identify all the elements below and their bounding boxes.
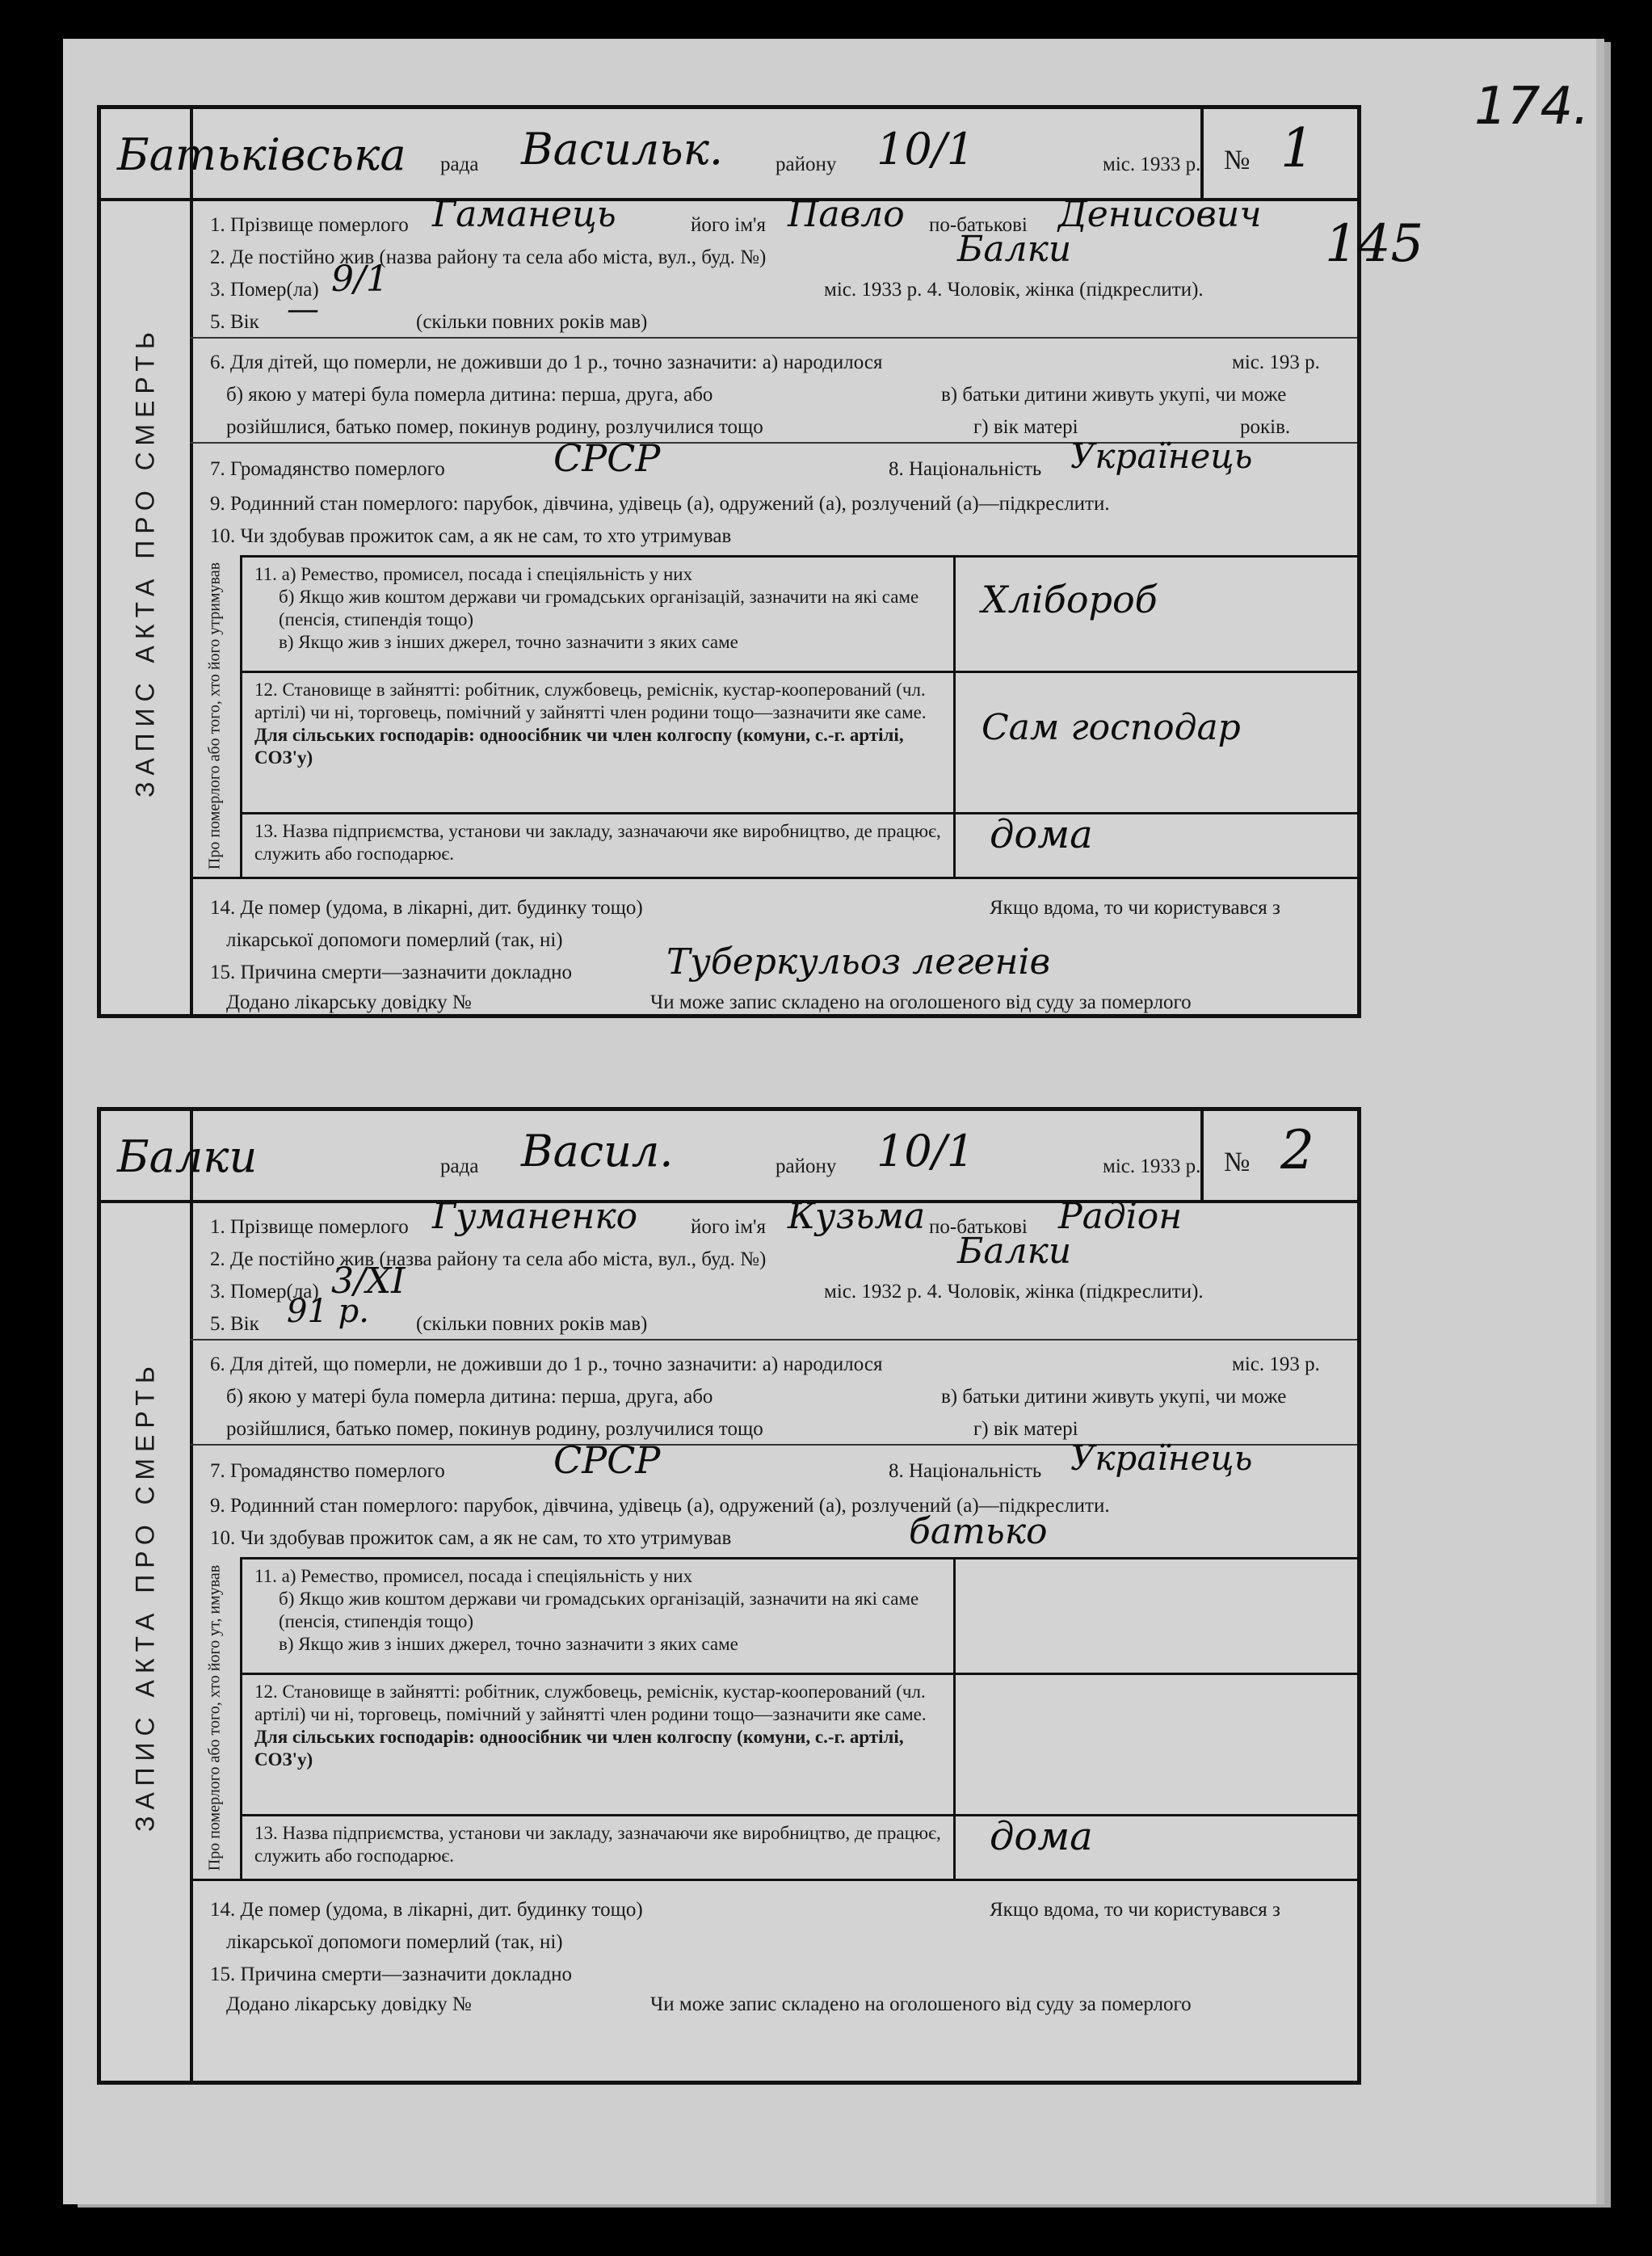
handwritten-supporter: батько	[909, 1511, 1048, 1552]
field-13-label: 13. Назва підприємства, установи чи закладу, зазначаючи яке виробництво, де працює, служить або господарює.	[254, 1823, 941, 1866]
f11b: б) Якщо жив коштом держави чи громадських організацій, зазначити на які саме (пенсія, стипендія тощо)	[279, 587, 919, 629]
field-11-block	[254, 563, 941, 654]
field-2-label: 2. Де постійно жив (назва району та села або міста, вул., буд. №)	[210, 246, 767, 268]
field-14b-label: Якщо вдома, то чи користувався з	[990, 1899, 1280, 1921]
handwritten-address: Балки	[957, 229, 1072, 270]
handwritten-age: 91 р.	[287, 1293, 369, 1330]
handwritten-citizenship: СРСР	[553, 436, 661, 480]
handwritten-surname: Гуманенко	[432, 1196, 638, 1237]
field-5-label: 5. Вік	[210, 311, 259, 333]
handwritten-death-date: 3/XI	[331, 1261, 406, 1302]
value-column-divider	[953, 555, 956, 877]
handwritten-day: 10/1	[876, 1126, 975, 1176]
field-12-block	[254, 679, 941, 769]
death-record-form-2	[97, 1107, 1361, 2085]
field-7-label: 7. Громадянство померлого	[210, 458, 445, 480]
field-10-label: 10. Чи здобував прожиток сам, а як не сам, то хто утримував	[210, 1527, 732, 1549]
f11a: 11. а) Ремество, промисел, посада і спеціяльність у них	[254, 1566, 693, 1586]
box-divider	[240, 1673, 1357, 1675]
side-label	[101, 1111, 193, 2081]
box-divider	[240, 812, 1357, 814]
field-6f-label: років.	[1240, 416, 1291, 438]
field-6c-label: в) батьки дитини живуть укупі, чи може	[941, 384, 1287, 406]
field-6-month: міс. 193 р.	[1232, 1353, 1320, 1375]
field-11-block	[254, 1565, 941, 1656]
field-13-label: 13. Назва підприємства, установи чи закладу, зазначаючи яке виробництво, де працює, служить або господарює.	[254, 821, 941, 864]
field-8-label: 8. Національність	[889, 458, 1042, 480]
handwritten-council: Балки	[117, 1131, 258, 1182]
box-bottom	[190, 877, 1357, 879]
field-16b-label: Чи може запис складено на оголошеного від суду за померлого	[650, 991, 1192, 1013]
f12b: Для сільських господарів: одноосібник чи член колгоспу (комуни, с.-г. артілі, СОЗ'у)	[254, 1727, 904, 1770]
field-8-label: 8. Національність	[889, 1460, 1042, 1482]
field-16b-label: Чи може запис складено на оголошеного від суду за померлого	[650, 1993, 1192, 2015]
f11c: в) Якщо жив з інших джерел, точно зазначити з яких саме	[279, 1634, 738, 1654]
divider	[190, 1339, 1357, 1341]
field-5-label: 5. Вік	[210, 1313, 259, 1335]
handwritten-age: —	[287, 291, 319, 328]
field-1-label: 1. Прізвище померлого	[210, 1216, 409, 1238]
rada-label: рада	[440, 154, 479, 175]
field-10-label: 10. Чи здобував прожиток сам, а як не сам, то хто утримував	[210, 525, 732, 547]
form-header	[101, 109, 1357, 201]
field-9-label: 9. Родинний стан померлого: парубок, дівчина, удівець (а), одружений (а), розлучений (а)—підкреслити.	[210, 1495, 1110, 1517]
handwritten-occupation: Хлібороб	[982, 578, 1158, 621]
field-14-label: 14. Де помер (удома, в лікарні, дит. будинку тощо)	[210, 897, 643, 919]
field-14-label: 14. Де помер (удома, в лікарні, дит. будинку тощо)	[210, 1899, 643, 1921]
handwritten-patronymic: Радіон	[1058, 1196, 1183, 1237]
field-6c-label: в) батьки дитини живуть укупі, чи може	[941, 1386, 1287, 1408]
field-3-4-label: міс. 1932 р. 4. Чоловік, жінка (підкреслити).	[824, 1281, 1204, 1303]
field-16-label: Додано лікарську довідку №	[226, 1993, 472, 2015]
field-9-label: 9. Родинний стан померлого: парубок, дівчина, удівець (а), одружений (а), розлучений (а)—підкреслити.	[210, 493, 1110, 515]
handwritten-patronymic: Денисович	[1058, 194, 1262, 235]
handwritten-death-date: 9/1	[331, 259, 389, 300]
field-1-label: 1. Прізвище померлого	[210, 214, 409, 236]
occupation-box-top	[242, 1557, 1357, 1559]
form-header	[101, 1111, 1357, 1203]
handwritten-nationality: Українець	[1070, 436, 1253, 476]
field-2-label: 2. Де постійно жив (назва району та села або міста, вул., буд. №)	[210, 1248, 767, 1270]
occupation-side-label	[190, 1557, 242, 1879]
field-15-label: 15. Причина смерти—зазначити докладно	[210, 962, 572, 983]
field-14b-label: Якщо вдома, то чи користувався з	[990, 897, 1280, 919]
handwritten-workplace: дома	[990, 1814, 1093, 1859]
f12a: 12. Становище в зайнятті: робітник, службовець, реміснік, кустар-кооперований (чл. артілі) чи ні, торговець, помічний у зайнятті член родини тощо—зазначити яке саме.	[254, 680, 927, 722]
side-label: ЗАПИС АКТА ПРО СМЕРТЬ	[130, 1360, 160, 1832]
name-label: його ім'я	[691, 214, 767, 236]
f11b: б) Якщо жив коштом держави чи громадських організацій, зазначити на які саме (пенсія, стипендія тощо)	[279, 1589, 919, 1631]
field-3-label: 3. Помер(ла)	[210, 1281, 319, 1303]
record-number-box	[1200, 109, 1357, 198]
handwritten-employment: Сам господар	[982, 707, 1241, 748]
value-column-divider	[953, 1557, 956, 1879]
field-12-block	[254, 1681, 941, 1771]
handwritten-number: 2	[1280, 1119, 1314, 1181]
handwritten-day: 10/1	[876, 124, 975, 175]
handwritten-citizenship: СРСР	[553, 1438, 661, 1482]
raion-label: району	[776, 154, 837, 175]
death-record-form-1	[97, 105, 1361, 1018]
record-number-box	[1200, 1111, 1357, 1200]
field-6-month: міс. 193 р.	[1232, 351, 1320, 373]
handwritten-number: 1	[1280, 117, 1314, 179]
month-label: міс. 1933 р.	[1103, 154, 1201, 175]
handwritten-district: Васил.	[521, 1126, 674, 1176]
field-3-label: 3. Помер(ла)	[210, 279, 319, 301]
side-label: ЗАПИС АКТА ПРО СМЕРТЬ	[130, 326, 160, 798]
field-6e-label: г) вік матері	[973, 1418, 1078, 1440]
box-divider	[240, 671, 1357, 673]
handwritten-nationality: Українець	[1070, 1438, 1253, 1478]
handwritten-council: Батьківська	[117, 129, 406, 180]
sub-side: Про померлого або того, хто його утримував	[205, 562, 224, 870]
handwritten-name: Кузьма	[788, 1196, 926, 1237]
month-label: міс. 1933 р.	[1103, 1155, 1201, 1177]
occupation-box-top	[242, 555, 1357, 558]
field-3-4-label: міс. 1933 р. 4. Чоловік, жінка (підкреслити).	[824, 279, 1204, 301]
handwritten-address: Балки	[957, 1231, 1072, 1272]
box-divider	[240, 1814, 1357, 1816]
name-label: його ім'я	[691, 1216, 767, 1238]
handwritten-district: Васильк.	[521, 124, 724, 175]
patronymic-label: по-батькові	[929, 214, 1028, 236]
patronymic-label: по-батькові	[929, 1216, 1028, 1238]
field-6b-label: б) якою у матері була померла дитина: перша, друга, або	[226, 1386, 713, 1408]
field-14c-label: лікарської допомоги померлий (так, ні)	[226, 1931, 563, 1953]
field-6d-label: розійшлися, батько помер, покинув родину, розлучилися тощо	[226, 1418, 763, 1440]
field-6-label: 6. Для дітей, що померли, не доживши до 1 р., точно зазначити: а) народилося	[210, 351, 883, 373]
field-6-label: 6. Для дітей, що померли, не доживши до 1 р., точно зазначити: а) народилося	[210, 1353, 883, 1375]
side-label	[101, 109, 193, 1014]
f11c: в) Якщо жив з інших джерел, точно зазначити з яких саме	[279, 632, 738, 652]
f12a: 12. Становище в зайнятті: робітник, службовець, реміснік, кустар-кооперований (чл. артілі) чи ні, торговець, помічний у зайнятті член родини тощо—зазначити яке саме.	[254, 1681, 927, 1724]
field-5-hint: (скільки повних років мав)	[416, 311, 648, 333]
handwritten-surname: Гаманець	[432, 194, 616, 235]
handwritten-margin-number: 145	[1325, 214, 1424, 274]
field-6d-label: розійшлися, батько помер, покинув родину, розлучилися тощо	[226, 416, 763, 438]
number-label: №	[1224, 145, 1251, 175]
f12b: Для сільських господарів: одноосібник чи член колгоспу (комуни, с.-г. артілі, СОЗ'у)	[254, 725, 904, 768]
f11a: 11. а) Ремество, промисел, посада і спеціяльність у них	[254, 564, 693, 584]
field-14c-label: лікарської допомоги померлий (так, ні)	[226, 929, 563, 951]
divider	[190, 337, 1357, 339]
handwritten-cause: Туберкульоз легенів	[666, 941, 1051, 983]
raion-label: району	[776, 1155, 837, 1177]
field-7-label: 7. Громадянство померлого	[210, 1460, 445, 1482]
box-bottom	[190, 1879, 1357, 1881]
field-15-label: 15. Причина смерти—зазначити докладно	[210, 1963, 572, 1985]
field-6b-label: б) якою у матері була померла дитина: перша, друга, або	[226, 384, 713, 406]
handwritten-workplace: дома	[990, 812, 1093, 857]
occupation-side-label	[190, 555, 242, 877]
field-5-hint: (скільки повних років мав)	[416, 1313, 648, 1335]
number-label: №	[1224, 1147, 1251, 1177]
handwritten-name: Павло	[788, 194, 905, 235]
page-number: 174.	[1474, 77, 1590, 137]
field-16-label: Додано лікарську довідку №	[226, 991, 472, 1013]
field-6e-label: г) вік матері	[973, 416, 1078, 438]
sub-side: Про померлого або того, хто його ут, имував	[205, 1564, 224, 1871]
rada-label: рада	[440, 1155, 479, 1177]
